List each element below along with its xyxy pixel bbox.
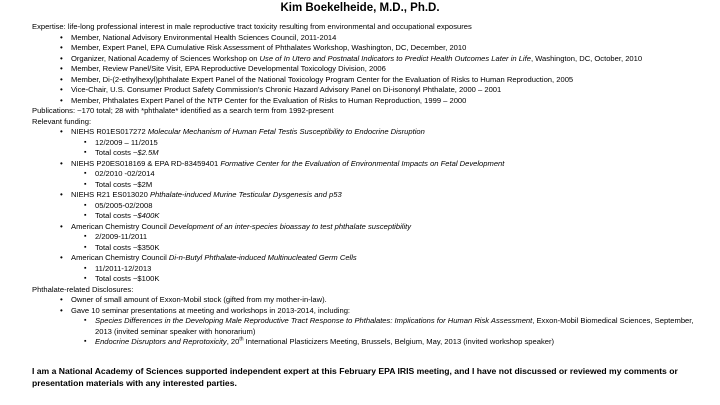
list-item: • Organizer, National Academy of Sciences Workshop on Use of In Utero and Postnatal Indicators to Predict Health Outcomes Later in Life, Washington, DC, October, 2010 [60, 53, 643, 63]
bullet-icon: • [60, 221, 63, 231]
square-bullet-icon: ▪ [84, 243, 87, 251]
grant-item: • NIEHS P20ES018169 & EPA RD-83459401 Formative Center for the Evaluation of Environmental Impacts on Fetal Development [60, 158, 505, 168]
square-bullet-icon: ▪ [84, 212, 87, 219]
page-title: Kim Boekelheide, M.D., Ph.D. [280, 2, 440, 14]
grant-cost: ▪ Total costs ~$2.5M [84, 148, 159, 157]
seminar-item: ▪ Endocrine Disruptors and Reprotoxicity, 20th International Plasticizers Meeting, Brussels, Belgium, May, 2013 (invited workshop speaker) [84, 336, 555, 346]
square-bullet-icon: ▪ [84, 149, 87, 156]
square-bullet-icon: ▪ [84, 170, 87, 177]
bullet-icon: • [60, 190, 63, 199]
grant-item: • American Chemistry Council Di-n-Butyl Phthalate-induced Multinucleated Germ Cells [60, 253, 357, 262]
grant-dates: ▪ 12/2009 – 11/2015 [84, 137, 158, 147]
grant-cost: ▪ Total costs ~$350K [84, 242, 160, 252]
bullet-icon: • [60, 253, 63, 262]
grant-dates: ▪ 11/2011-12/2013 [84, 263, 152, 273]
list-item: • Owner of small amount of Exxon-Mobil stock (gifted from my mother-in-law). [60, 295, 327, 304]
expertise-heading: Expertise: life-long professional interest in male reproductive tract toxicity resulting from environmental and occupational exposures [32, 22, 472, 31]
bullet-icon: • [60, 127, 63, 136]
grant-dates: ▪ 2/2009-11/2011 [84, 232, 148, 241]
list-item: • Member, Phthalates Expert Panel of the NTP Center for the Evaluation of Risks to Human Reproduction, 1999 – 2000 [60, 95, 467, 105]
grant-item: • NIEHS R21 ES013020 Phthalate-induced Murine Testicular Dysgenesis and p53 [60, 190, 342, 199]
bullet-icon: • [60, 305, 63, 315]
grant-dates: ▪ 05/2005-02/2008 [84, 200, 153, 210]
grant-cost: ▪ Total costs ~$2M [84, 179, 153, 189]
independence-statement: I am a National Academy of Sciences supported independent expert at this February EPA IRIS meeting, and I have not discussed or reviewed my comments or presentation materials with any interested parties. [32, 366, 678, 388]
square-bullet-icon: ▪ [84, 138, 87, 146]
grant-cost: ▪ Total costs ~$400K [84, 211, 160, 220]
grant-item: • American Chemistry Council Development of an inter-species bioassay to test phthalate susceptibility [60, 221, 412, 231]
disclosures-heading: Phthalate-related Disclosures: [32, 284, 134, 294]
bullet-icon: • [60, 32, 63, 42]
list-item: • Vice-Chair, U.S. Consumer Product Safety Commission’s Chronic Hazard Advisory Panel on Di-isononyl Phthalate, 2000 – 2001 [60, 85, 502, 94]
grant-item: • NIEHS R01ES017272 Molecular Mechanism of Human Fetal Testis Susceptibility to Endocrine Disruption [60, 127, 425, 136]
list-item: • Member, Di-(2-ethylhexyl)phthalate Expert Panel of the National Toxicology Program Center for the Evaluation of Risks to Human Reproduction, 2005 [60, 74, 574, 84]
cv-content [32, 22, 712, 348]
grant-cost: ▪ Total costs ~$100K [84, 274, 160, 283]
list-item: • Member, Expert Panel, EPA Cumulative Risk Assessment of Phthalates Workshop, Washington, DC, December, 2010 [60, 43, 467, 52]
square-bullet-icon: ▪ [84, 264, 87, 272]
list-item: • Member, Review Panel/Site Visit, EPA Reproductive Developmental Toxicology Division, 2006 [60, 64, 386, 73]
square-bullet-icon: ▪ [84, 233, 87, 240]
bullet-icon: • [60, 53, 63, 63]
funding-heading: Relevant funding: [32, 116, 92, 126]
square-bullet-icon: ▪ [84, 180, 87, 188]
bullet-icon: • [60, 158, 63, 168]
bullet-icon: • [60, 74, 63, 84]
bullet-icon: • [60, 64, 63, 73]
bullet-icon: • [60, 85, 63, 94]
bullet-icon: • [60, 295, 63, 304]
list-item: • Gave 10 seminar presentations at meeting and workshops in 2013-2014, including: [60, 305, 351, 315]
square-bullet-icon: ▪ [84, 275, 87, 282]
publications-line: Publications: ~170 total; 28 with *phthalate* identified as a search term from 1992-present [32, 106, 334, 115]
bullet-icon: • [60, 43, 63, 52]
grant-dates: ▪ 02/2010 -02/2014 [84, 169, 155, 178]
square-bullet-icon: ▪ [84, 317, 87, 324]
seminar-item: ▪ Species Differences in the Developing Male Reproductive Tract Response to Phthalates: Implications for Human Risk Assessment, Exxon-Mobil Biomedical Sciences, September, 2013 (invited seminar speaker with honorarium) [84, 316, 694, 336]
square-bullet-icon: ▪ [84, 201, 87, 209]
bullet-icon: • [60, 95, 63, 105]
list-item: • Member, National Advisory Environmental Health Sciences Council, 2011-2014 [60, 32, 337, 42]
square-bullet-icon: ▪ [84, 338, 87, 345]
